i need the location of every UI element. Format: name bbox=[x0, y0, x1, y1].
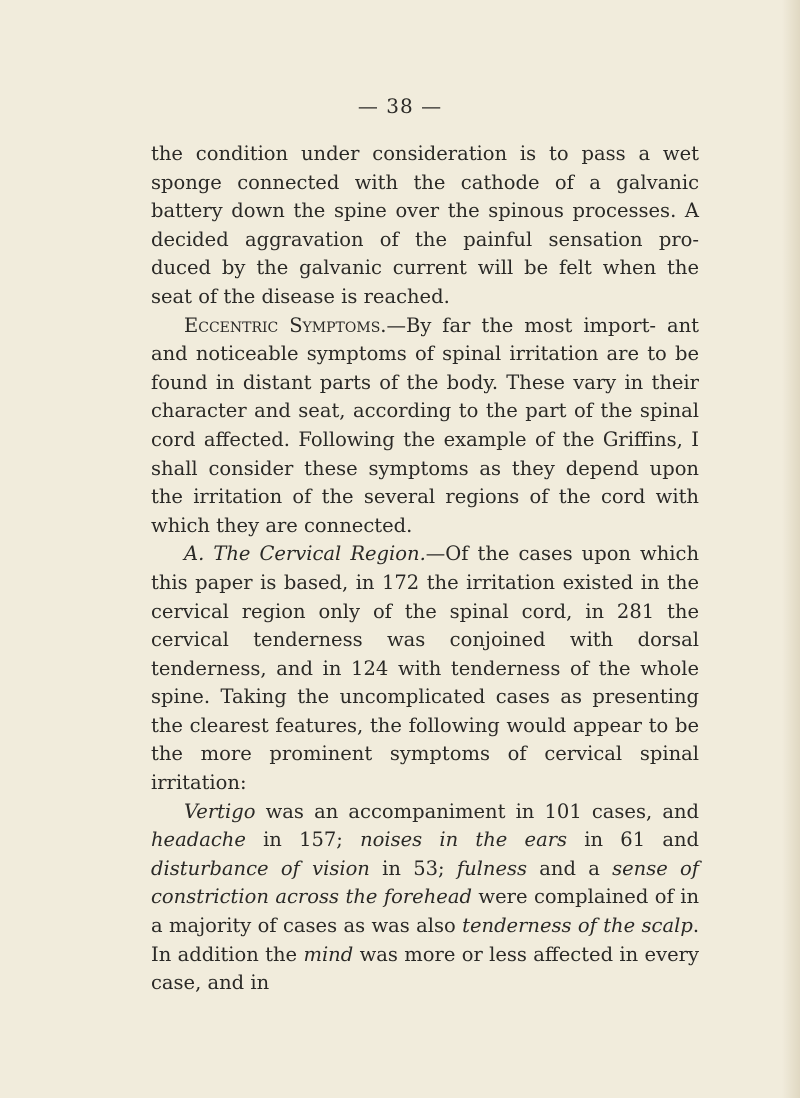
paragraph-1: the condition under consideration is to pass a wet sponge connected with the cathode of a galvanic battery down the spine over the spinous processes. A decided aggravation of the painful sensation pro- duced by the galvanic current will be felt when the seat of the disease is reached. bbox=[151, 142, 699, 308]
text-run: in 53; bbox=[369, 856, 457, 880]
page-edge-shadow bbox=[782, 0, 800, 1098]
body-text bbox=[151, 140, 699, 998]
term-headache: headache bbox=[151, 828, 246, 852]
term-mind: mind bbox=[303, 942, 354, 966]
text-run: and a bbox=[527, 856, 613, 880]
section-heading-cervical-region: A. The Cervical Region. bbox=[184, 542, 426, 566]
term-noises-in-ears: noises in the ears bbox=[360, 828, 568, 852]
section-heading-eccentric-symptoms: Eccentric Symptoms. bbox=[184, 313, 387, 337]
term-fulness: fulness bbox=[456, 856, 528, 880]
text-run: in 61 and bbox=[567, 828, 699, 852]
paragraph-2-body: —By far the most import- ant and noticeable symptoms of spinal irritation are to be found in distant parts of the body. These vary in their character and seat, according to the part of the spinal cord affected. Following the example of the Griffins, I shall consider these symptoms as they depend upon the irritation of the several regions of the cord with which they are connected. bbox=[151, 313, 699, 537]
term-tenderness-of-scalp: tenderness of the scalp bbox=[462, 914, 693, 938]
page-number: — 38 — bbox=[357, 94, 443, 118]
paragraph-cervical-region bbox=[151, 540, 699, 797]
term-vertigo: Vertigo bbox=[184, 799, 256, 823]
paragraph-eccentric-symptoms bbox=[151, 312, 699, 541]
text-run: . In addition the bbox=[151, 914, 700, 966]
text-run: was an accompaniment in 101 cases, and bbox=[255, 799, 699, 823]
paragraph-symptoms-list bbox=[151, 798, 699, 998]
text-run: in 157; bbox=[245, 828, 361, 852]
paragraph-3-body: —Of the cases upon which this paper is based, in 172 the irritation existed in the cervical region only of the spinal cord, in 281 the cervical tenderness was conjoined with dorsal tenderness, and in 124 with tenderness of the whole spine. Taking the uncomplicated cases as presenting the clearest features, the following would appear to be the more prominent symptoms of cervical spinal irritation: bbox=[151, 542, 699, 795]
term-disturbance-of-vision: disturbance of vision bbox=[151, 856, 370, 880]
text-run: were complained of in a majority of cases as was also bbox=[151, 885, 699, 938]
term-sense-of-constriction: sense of constriction across the forehead bbox=[151, 856, 700, 909]
text-run: was more or less affected in every case, and in bbox=[151, 942, 699, 995]
